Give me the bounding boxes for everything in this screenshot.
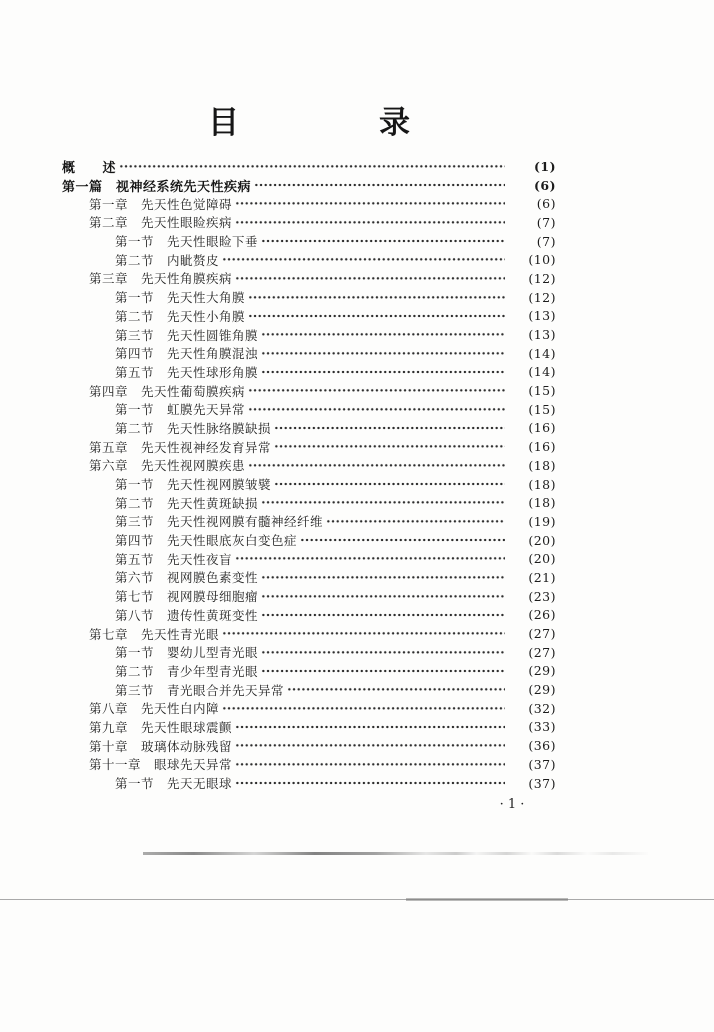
toc-entry	[0, 344, 714, 363]
toc-entry	[0, 325, 714, 344]
toc-entry-page: (7)	[536, 214, 556, 230]
toc-entry-page: (15)	[528, 401, 556, 417]
toc-entry-label: 第五节 先天性夜盲	[115, 552, 233, 567]
dot-leader	[261, 662, 505, 681]
toc-entry-label: 第六节 视网膜色素变性	[115, 571, 259, 586]
toc-entry-page: (18)	[528, 457, 556, 473]
toc-entry-label: 概 述	[62, 159, 117, 175]
toc-entry-page: (13)	[528, 308, 556, 324]
toc-entry	[0, 680, 714, 699]
toc-entry	[0, 307, 714, 326]
scan-artifact-line-dark-segment	[406, 898, 568, 901]
scan-artifact-line	[0, 899, 714, 900]
toc-entry-label: 第七章 先天性青光眼	[89, 627, 220, 642]
page-title-char-right: 录	[379, 105, 410, 140]
dot-leader	[274, 437, 505, 456]
dot-leader	[287, 680, 505, 699]
toc-entry-label: 第一节 先天性大角膜	[115, 291, 246, 306]
toc-entry-label: 第一节 婴幼儿型青光眼	[115, 646, 259, 661]
dot-leader	[235, 718, 505, 737]
dot-leader	[248, 307, 505, 326]
toc-entry-label: 第三节 先天性圆锥角膜	[115, 328, 259, 343]
dot-leader	[274, 419, 505, 438]
toc-entry	[0, 232, 714, 251]
toc-entry-page: (27)	[528, 626, 556, 642]
toc-entry-label: 第二节 先天性脉络膜缺损	[115, 421, 272, 436]
toc-entry	[0, 250, 714, 269]
dot-leader	[222, 250, 505, 269]
dot-leader	[248, 400, 505, 419]
dot-leader	[261, 643, 505, 662]
toc-entry-label: 第一节 虹膜先天异常	[115, 403, 246, 418]
toc-entry	[0, 549, 714, 568]
dot-leader	[261, 363, 505, 382]
toc-entry-page: (23)	[528, 588, 556, 604]
dot-leader	[254, 176, 505, 195]
toc-entry	[0, 194, 714, 213]
toc-entry	[0, 493, 714, 512]
toc-entry-page: (29)	[528, 663, 556, 679]
dot-leader	[300, 531, 505, 550]
toc-entry	[0, 400, 714, 419]
toc-entry-label: 第五章 先天性视神经发育异常	[89, 440, 272, 455]
toc-entry-page: (1)	[533, 158, 556, 174]
toc-entry	[0, 176, 714, 195]
toc-entry-page: (20)	[528, 532, 556, 548]
dot-leader	[261, 493, 505, 512]
toc-entry-label: 第四节 先天性角膜混浊	[115, 347, 259, 362]
toc-entry	[0, 755, 714, 774]
dot-leader	[248, 288, 505, 307]
dot-leader	[235, 269, 505, 288]
toc-entry-page: (7)	[536, 233, 556, 249]
toc-entry-page: (20)	[528, 551, 556, 567]
dot-leader	[119, 157, 505, 176]
toc-entry-page: (15)	[528, 383, 556, 399]
toc-entry	[0, 456, 714, 475]
toc-entry-label: 第四章 先天性葡萄膜疾病	[89, 384, 246, 399]
dot-leader	[235, 549, 505, 568]
dot-leader	[222, 624, 505, 643]
toc-entry	[0, 269, 714, 288]
toc-entry	[0, 606, 714, 625]
toc-entry-page: (26)	[528, 607, 556, 623]
toc-entry-page: (18)	[528, 476, 556, 492]
toc-entry	[0, 531, 714, 550]
toc-entry-label: 第二节 先天性黄斑缺损	[115, 496, 259, 511]
toc-entry	[0, 437, 714, 456]
toc-entry	[0, 587, 714, 606]
page-title	[208, 104, 410, 142]
page-title-char-left: 目	[208, 105, 239, 140]
toc-entry-page: (33)	[528, 719, 556, 735]
toc-entry-page: (37)	[528, 775, 556, 791]
toc-entry-label: 第八节 遗传性黄斑变性	[115, 608, 259, 623]
dot-leader	[261, 606, 505, 625]
dot-leader	[235, 213, 505, 232]
toc-entry-page: (21)	[528, 569, 556, 585]
toc-entry-label: 第三节 先天性视网膜有髓神经纤维	[115, 515, 324, 530]
toc-entry-page: (18)	[528, 495, 556, 511]
dot-leader	[261, 587, 505, 606]
toc-entry	[0, 699, 714, 718]
dot-leader	[235, 194, 505, 213]
toc-entry	[0, 662, 714, 681]
toc-entry	[0, 624, 714, 643]
toc-entry	[0, 213, 714, 232]
toc-entry-label: 第一篇 视神经系统先天性疾病	[62, 178, 252, 194]
dot-leader	[248, 456, 505, 475]
toc-entry-page: (10)	[528, 252, 556, 268]
toc-entry	[0, 288, 714, 307]
toc-entry	[0, 157, 714, 176]
toc-entry-label: 第一节 先天性眼睑下垂	[115, 235, 259, 250]
toc-entry-label: 第十章 玻璃体动脉残留	[89, 739, 233, 754]
dot-leader	[274, 475, 505, 494]
toc-entry-label: 第一章 先天性色觉障碍	[89, 197, 233, 212]
toc-entry-label: 第七节 视网膜母细胞瘤	[115, 590, 259, 605]
toc-entry-label: 第八章 先天性白内障	[89, 702, 220, 717]
toc-entry-label: 第一节 先天无眼球	[115, 777, 233, 792]
dot-leader	[222, 699, 505, 718]
folio-page-number: · 1 ·	[499, 797, 525, 812]
toc-entry-page: (19)	[528, 513, 556, 529]
scan-artifact-smudge	[143, 852, 648, 855]
toc-entry-page: (12)	[528, 289, 556, 305]
toc-entry-label: 第五节 先天性球形角膜	[115, 365, 259, 380]
toc-entry	[0, 381, 714, 400]
toc-entry	[0, 643, 714, 662]
toc-entry-page: (36)	[528, 738, 556, 754]
toc-entry-page: (29)	[528, 682, 556, 698]
toc-entry-page: (14)	[528, 364, 556, 380]
toc-entry-label: 第四节 先天性眼底灰白变色症	[115, 534, 298, 549]
toc-entry-label: 第九章 先天性眼球震颤	[89, 720, 233, 735]
toc-entry	[0, 475, 714, 494]
toc-entry-page: (6)	[536, 196, 556, 212]
dot-leader	[261, 344, 505, 363]
toc-entry	[0, 512, 714, 531]
dot-leader	[261, 568, 505, 587]
toc-entry-page: (12)	[528, 270, 556, 286]
dot-leader	[235, 736, 505, 755]
toc-entry-label: 第二节 青少年型青光眼	[115, 664, 259, 679]
toc-entry	[0, 568, 714, 587]
dot-leader	[248, 381, 505, 400]
dot-leader	[235, 755, 505, 774]
toc-entry-page: (16)	[528, 439, 556, 455]
dot-leader	[235, 774, 505, 793]
toc-entry-label: 第三节 青光眼合并先天异常	[115, 683, 285, 698]
toc-entry-page: (6)	[533, 177, 556, 193]
toc-entry-label: 第二章 先天性眼睑疾病	[89, 216, 233, 231]
toc-entry	[0, 419, 714, 438]
toc-entry-label: 第六章 先天性视网膜疾患	[89, 459, 246, 474]
toc-entry-page: (27)	[528, 644, 556, 660]
toc-entry-page: (37)	[528, 756, 556, 772]
toc-entry-page: (32)	[528, 700, 556, 716]
toc-entry-page: (16)	[528, 420, 556, 436]
toc-entry-page: (13)	[528, 327, 556, 343]
toc-entry-label: 第三章 先天性角膜疾病	[89, 272, 233, 287]
toc-entry-label: 第一节 先天性视网膜皱襞	[115, 478, 272, 493]
toc-entry	[0, 718, 714, 737]
toc-entry-page: (14)	[528, 345, 556, 361]
toc-list	[0, 157, 714, 792]
dot-leader	[326, 512, 505, 531]
toc-entry-label: 第十一章 眼球先天异常	[89, 758, 233, 773]
dot-leader	[261, 325, 505, 344]
toc-entry	[0, 363, 714, 382]
toc-entry	[0, 736, 714, 755]
toc-entry	[0, 774, 714, 793]
dot-leader	[261, 232, 505, 251]
toc-entry-label: 第二节 内眦赘皮	[115, 253, 220, 268]
toc-entry-label: 第二节 先天性小角膜	[115, 309, 246, 324]
